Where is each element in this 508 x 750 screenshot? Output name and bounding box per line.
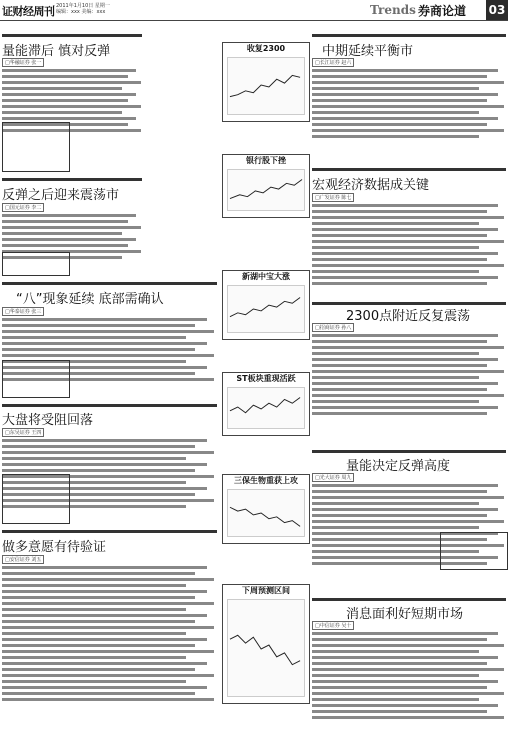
stock-pick-box-2: [2, 252, 70, 276]
section-tag: [330, 0, 508, 20]
article-title-7: 宏观经济数据成关键: [312, 178, 430, 193]
author-7: □广发证券 陈七: [312, 193, 354, 202]
author-1: □华融证券 张一: [2, 58, 44, 67]
chart-3: [222, 270, 310, 340]
article-title-6: 中期延续平衡市: [322, 44, 414, 59]
chart-6: [222, 584, 310, 704]
author-10: □中信证券 吴十: [312, 621, 354, 630]
page-number: 03: [486, 0, 508, 20]
chart-note-3: [222, 339, 308, 367]
article-title-9: 量能决定反弹高度: [346, 459, 451, 474]
article-title-4: 大盘将受阻回落: [2, 413, 94, 428]
chart-title-4: ST板块重现活跃: [236, 374, 296, 383]
chart-plot-6: [227, 599, 305, 697]
candlestick-svg-1: [228, 58, 304, 114]
chart-title-5: 三保生物重获上攻: [234, 476, 298, 485]
chart-title-6: 下周预测区间: [242, 586, 290, 595]
title-rule: [312, 168, 506, 171]
article-body-10: [312, 629, 506, 747]
candlestick-svg-6: [228, 600, 304, 696]
chart-title-2: 银行股下挫: [246, 156, 286, 165]
chart-5: [222, 474, 310, 544]
page-header: [0, 0, 508, 21]
section-english: Trends: [370, 3, 416, 17]
author-8: □招商证券 孙八: [312, 323, 354, 332]
author-3: □华泰证券 张三: [2, 307, 44, 316]
chart-note-6: [222, 704, 308, 744]
title-rule: [312, 598, 506, 601]
author-6: □长江证券 赵六: [312, 58, 354, 67]
title-rule: [312, 34, 506, 37]
chart-title-1: 收复2300: [246, 44, 286, 53]
chart-note-1: [222, 121, 308, 149]
title-rule: [312, 450, 506, 453]
chart-plot-2: [227, 169, 305, 211]
chart-note-4: [222, 435, 308, 469]
article-title-10: 消息面利好短期市场: [346, 607, 464, 622]
title-rule: [2, 34, 142, 37]
author-2: □国元证券 李二: [2, 203, 44, 212]
article-title-5: 做多意愿有待验证: [2, 540, 107, 555]
article-title-2: 反弹之后迎来震荡市: [2, 188, 120, 203]
chart-title-3: 新湖中宝大涨: [242, 272, 290, 281]
editor-line: 编辑：xxx 美编：xxx: [56, 9, 106, 15]
stock-pick-box-5: [440, 532, 508, 570]
chart-note-5: [222, 543, 308, 571]
candlestick-svg-5: [228, 490, 304, 536]
section-chinese: 券商论道: [418, 4, 467, 18]
chart-4: [222, 372, 310, 436]
article-body-5: [2, 563, 216, 747]
article-body-7: [312, 201, 506, 311]
chart-plot-4: [227, 387, 305, 429]
chart-note-2: [222, 217, 308, 265]
candlestick-svg-4: [228, 388, 304, 428]
chart-2: [222, 154, 310, 218]
chart-plot-3: [227, 285, 305, 333]
stock-pick-box-1: [2, 122, 70, 172]
title-rule: [2, 282, 217, 285]
candlestick-svg-2: [228, 170, 304, 210]
candlestick-svg-3: [228, 286, 304, 332]
article-body-6: [312, 66, 506, 162]
article-title-3: “八”现象延续 底部需确认: [16, 292, 164, 307]
issue-meta: [56, 3, 110, 15]
article-title-8: 2300点附近反复震荡: [346, 309, 471, 324]
masthead-logo: 证财经周刊: [2, 5, 55, 18]
title-rule: [2, 530, 217, 533]
title-rule: [2, 178, 142, 181]
stock-pick-box-3: [2, 360, 70, 398]
author-4: □东吴证券 王四: [2, 428, 44, 437]
author-9: □光大证券 周九: [312, 473, 354, 482]
chart-1: [222, 42, 310, 122]
title-rule: [2, 404, 217, 407]
author-5: □安信证券 刘五: [2, 555, 44, 564]
chart-plot-5: [227, 489, 305, 537]
stock-pick-box-4: [2, 474, 70, 524]
article-body-8: [312, 331, 506, 447]
article-title-1: 量能滞后 慎对反弹: [2, 44, 111, 59]
date-line: 2011年1月10日 星期一: [56, 3, 110, 9]
chart-plot-1: [227, 57, 305, 115]
